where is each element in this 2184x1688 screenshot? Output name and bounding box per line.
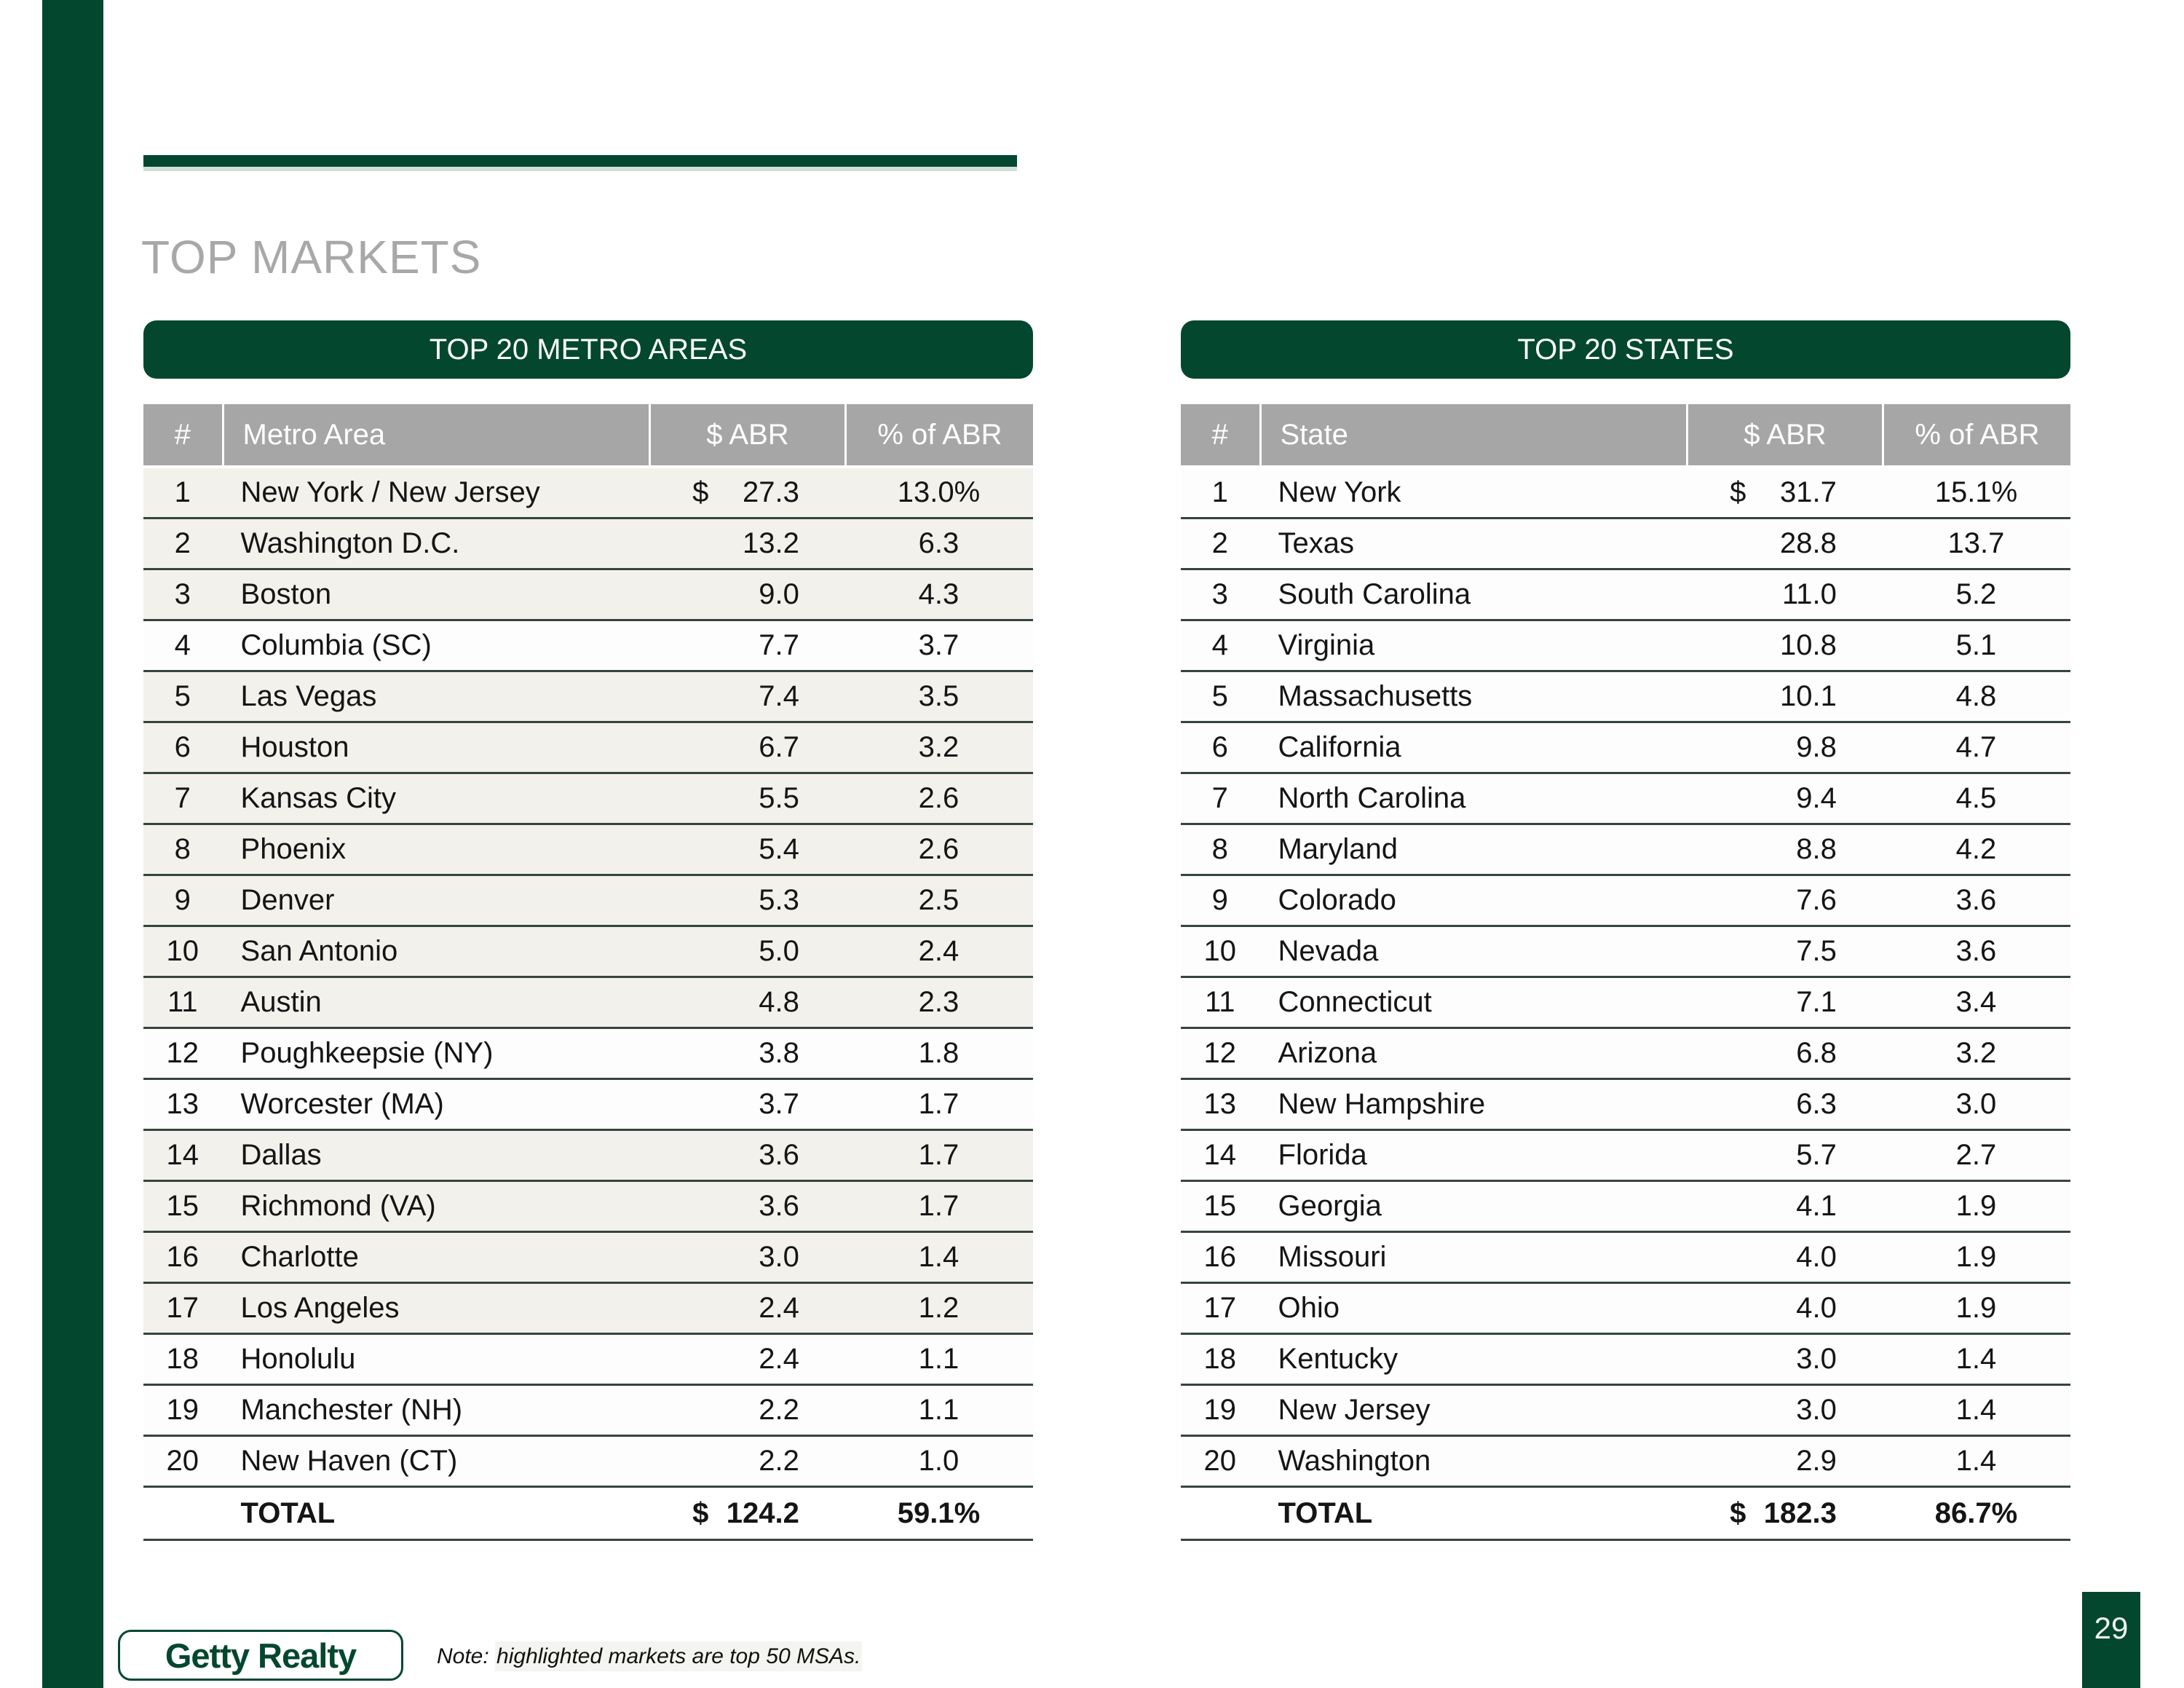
rank-cell: 14: [1203, 1139, 1237, 1171]
table-title: TOP 20 METRO AREAS: [429, 333, 748, 366]
table-row: [1181, 1131, 2070, 1182]
table-row: [1181, 468, 2070, 519]
pct-cell: 1.8: [918, 1037, 960, 1069]
getty-realty-logo: [118, 1630, 403, 1681]
abr-value: 9.4: [1796, 782, 1837, 814]
rank-cell: 7: [1211, 782, 1228, 814]
abr-cell: [1686, 1241, 1882, 1274]
table-row: [1181, 825, 2070, 876]
total-label-cell: TOTAL: [1278, 1496, 1373, 1529]
table-row: [143, 570, 1033, 621]
abr-cell: [649, 986, 844, 1019]
abr-cell: [649, 629, 844, 662]
abr-value: 3.6: [759, 1139, 799, 1171]
market-name-cell: New York: [1278, 476, 1401, 508]
abr-value: 3.7: [759, 1088, 799, 1120]
pct-cell: 2.6: [918, 833, 960, 865]
pct-cell: 4.8: [1955, 680, 1997, 712]
abr-value: 10.8: [1780, 629, 1837, 661]
rank-cell: 7: [174, 782, 191, 814]
market-name-cell: Denver: [240, 884, 335, 916]
abr-cell: [1686, 1139, 1882, 1172]
abr-cell: [649, 476, 844, 509]
abr-cell: [1686, 1445, 1882, 1478]
abr-value: 2.4: [759, 1292, 799, 1324]
market-name-cell: New Hampshire: [1278, 1088, 1486, 1120]
table-row: [143, 876, 1033, 927]
abr-value: 5.0: [759, 935, 799, 967]
table-row: [1181, 1080, 2070, 1131]
abr-value: 9.0: [759, 578, 799, 610]
market-name-cell: North Carolina: [1278, 782, 1466, 814]
rank-cell: 6: [1211, 731, 1228, 763]
rank-cell: 8: [1211, 833, 1228, 865]
market-name-cell: Georgia: [1278, 1190, 1382, 1222]
rank-cell: 12: [1203, 1037, 1237, 1069]
pct-cell: 2.7: [1955, 1139, 1997, 1171]
abr-value: 3.0: [1796, 1343, 1837, 1375]
abr-cell: [649, 1037, 844, 1070]
abr-value: 124.2: [726, 1496, 799, 1529]
abr-value: 4.8: [759, 986, 799, 1018]
rank-cell: 5: [174, 680, 191, 712]
pct-cell: 3.7: [918, 629, 960, 661]
table-header-row: [1181, 404, 2070, 465]
pct-cell: 2.6: [918, 782, 960, 814]
market-name-cell: Arizona: [1278, 1037, 1377, 1069]
abr-value: 5.5: [759, 782, 799, 814]
abr-cell: [649, 527, 844, 560]
abr-value: 7.7: [759, 629, 799, 661]
table-row: [143, 519, 1033, 570]
table-row: [1181, 1233, 2070, 1284]
pct-cell: 13.0%: [897, 476, 981, 508]
market-name-cell: Las Vegas: [240, 680, 377, 712]
column-header: % of ABR: [1882, 404, 2070, 465]
pct-cell: 1.4: [1955, 1394, 1997, 1426]
market-name-cell: Texas: [1278, 527, 1355, 559]
abr-value: 182.3: [1763, 1496, 1837, 1529]
abr-cell: [1686, 935, 1882, 968]
column-header: $ ABR: [1686, 404, 1882, 465]
rank-cell: 20: [166, 1445, 199, 1477]
abr-value: 8.8: [1796, 833, 1837, 865]
rank-cell: 10: [166, 935, 199, 967]
market-name-cell: Kentucky: [1278, 1343, 1398, 1375]
pct-cell: 3.4: [1955, 986, 1997, 1018]
abr-value: 2.9: [1796, 1445, 1837, 1477]
table-row: [1181, 672, 2070, 723]
market-name-cell: Nevada: [1278, 935, 1379, 967]
abr-value: 2.4: [759, 1343, 799, 1375]
rank-cell: 9: [1211, 884, 1228, 916]
table-row: [143, 1080, 1033, 1131]
pct-cell: 4.5: [1955, 782, 1997, 814]
market-name-cell: Phoenix: [240, 833, 347, 865]
market-name-cell: Austin: [240, 986, 322, 1018]
abr-value: 31.7: [1780, 476, 1837, 508]
abr-cell: [649, 1139, 844, 1172]
pct-cell: 3.2: [918, 731, 960, 763]
rank-cell: 8: [174, 833, 191, 865]
abr-cell: [649, 1241, 844, 1274]
table-row: [1181, 570, 2070, 621]
abr-value: 2.2: [759, 1445, 799, 1477]
rank-cell: 1: [174, 476, 191, 508]
abr-value: 7.1: [1796, 986, 1837, 1018]
rank-cell: 11: [167, 986, 198, 1018]
pct-cell: 2.5: [918, 884, 960, 916]
abr-cell: [1686, 782, 1882, 815]
title-rule: [143, 155, 1017, 167]
footnote-prefix: Note:: [437, 1644, 496, 1668]
rank-cell: 11: [1205, 986, 1235, 1018]
rank-cell: 12: [166, 1037, 199, 1069]
pct-cell: 3.2: [1955, 1037, 1997, 1069]
abr-value: 4.1: [1796, 1190, 1837, 1222]
footnote: [437, 1644, 862, 1669]
pct-cell: 1.9: [1955, 1241, 1997, 1273]
table-row: [143, 927, 1033, 978]
table-header-row: [143, 404, 1033, 465]
pct-cell: 1.4: [1955, 1445, 1997, 1477]
rank-cell: 3: [174, 578, 191, 610]
table-row: [1181, 519, 2070, 570]
abr-cell: [1686, 1343, 1882, 1376]
market-name-cell: Richmond (VA): [240, 1190, 436, 1222]
table-row: [1181, 774, 2070, 825]
pct-cell: 1.0: [918, 1445, 960, 1477]
states-table: [1181, 320, 2070, 1541]
abr-cell: [1686, 527, 1882, 560]
abr-cell: [649, 1445, 844, 1478]
pct-cell: 3.6: [1955, 884, 1997, 916]
market-name-cell: Connecticut: [1278, 986, 1432, 1018]
pct-cell: 1.9: [1955, 1190, 1997, 1222]
abr-cell: [1686, 833, 1882, 866]
abr-value: 6.8: [1796, 1037, 1837, 1069]
rank-cell: 13: [166, 1088, 199, 1120]
logo-text: Getty Realty: [165, 1636, 357, 1675]
pct-cell: 4.7: [1955, 731, 1997, 763]
rank-cell: 15: [1203, 1190, 1237, 1222]
column-header: State: [1259, 404, 1687, 465]
table-row: [143, 468, 1033, 519]
rank-cell: 19: [1203, 1394, 1237, 1426]
column-header: $ ABR: [649, 404, 844, 465]
table-row: [1181, 1284, 2070, 1335]
rank-cell: 17: [166, 1292, 199, 1324]
table-row: [143, 774, 1033, 825]
table-row: [1181, 621, 2070, 672]
abr-value: 4.0: [1796, 1241, 1837, 1273]
rank-cell: 14: [166, 1139, 199, 1171]
market-name-cell: Maryland: [1278, 833, 1398, 865]
total-row: [143, 1488, 1033, 1541]
rank-cell: 4: [1211, 629, 1228, 661]
market-name-cell: Washington D.C.: [240, 527, 460, 559]
abr-value: 11.0: [1782, 578, 1837, 610]
abr-value: 7.5: [1796, 935, 1837, 967]
rank-cell: 13: [1203, 1088, 1237, 1120]
pct-cell: 3.0: [1955, 1088, 1997, 1120]
abr-value: 3.0: [1796, 1394, 1837, 1426]
abr-cell: [1686, 1497, 1882, 1530]
rank-cell: 1: [1211, 476, 1228, 508]
abr-value: 5.4: [759, 833, 799, 865]
rank-cell: 5: [1211, 680, 1228, 712]
table-title-band: [143, 320, 1033, 379]
rank-cell: 16: [1203, 1241, 1237, 1273]
market-name-cell: Los Angeles: [240, 1292, 400, 1324]
table-row: [1181, 1029, 2070, 1080]
pct-cell: 1.1: [918, 1394, 960, 1426]
market-name-cell: San Antonio: [240, 935, 398, 967]
market-name-cell: Virginia: [1278, 629, 1375, 661]
pct-cell: 3.5: [918, 680, 960, 712]
column-header: #: [174, 418, 191, 451]
abr-cell: [649, 731, 844, 764]
dollar-sign: $: [1730, 1496, 1746, 1529]
market-name-cell: Massachusetts: [1278, 680, 1473, 712]
dollar-sign: $: [692, 1496, 709, 1529]
abr-value: 6.3: [1796, 1088, 1837, 1120]
abr-cell: [649, 680, 844, 713]
market-name-cell: Colorado: [1278, 884, 1396, 916]
pct-cell: 2.4: [918, 935, 960, 967]
abr-cell: [649, 1190, 844, 1223]
rank-cell: 3: [1211, 578, 1228, 610]
column-header: % of ABR: [844, 404, 1033, 465]
market-name-cell: New Haven (CT): [240, 1445, 458, 1477]
table-row: [143, 825, 1033, 876]
rank-cell: 20: [1203, 1445, 1237, 1477]
pct-cell: 1.9: [1955, 1292, 1997, 1324]
abr-cell: [1686, 1088, 1882, 1121]
abr-value: 9.8: [1796, 731, 1837, 763]
table-row: [143, 621, 1033, 672]
pct-cell: 1.2: [918, 1292, 960, 1324]
market-name-cell: Missouri: [1278, 1241, 1387, 1273]
table-row: [1181, 978, 2070, 1029]
abr-value: 3.8: [759, 1037, 799, 1069]
table-row: [143, 1386, 1033, 1437]
abr-value: 7.4: [759, 680, 799, 712]
market-name-cell: South Carolina: [1278, 578, 1471, 610]
table-row: [1181, 1182, 2070, 1233]
abr-value: 3.6: [759, 1190, 799, 1222]
abr-cell: [649, 935, 844, 968]
market-name-cell: Boston: [240, 578, 332, 610]
abr-cell: [1686, 578, 1882, 611]
rank-cell: 17: [1203, 1292, 1237, 1324]
pct-cell: 5.1: [1955, 629, 1997, 661]
total-row: [1181, 1488, 2070, 1541]
abr-value: 2.2: [759, 1394, 799, 1426]
abr-cell: [1686, 680, 1882, 713]
dollar-sign: $: [1730, 476, 1746, 508]
table-row: [143, 1233, 1033, 1284]
pct-cell: 1.7: [918, 1139, 960, 1171]
abr-cell: [649, 578, 844, 611]
abr-value: 5.7: [1796, 1139, 1837, 1171]
abr-cell: [1686, 1292, 1882, 1325]
pct-cell: 1.4: [918, 1241, 960, 1273]
pct-cell: 6.3: [918, 527, 960, 559]
abr-cell: [649, 884, 844, 917]
abr-value: 4.0: [1796, 1292, 1837, 1324]
table-row: [1181, 1386, 2070, 1437]
total-label-cell: TOTAL: [240, 1496, 336, 1529]
abr-cell: [649, 1343, 844, 1376]
pct-cell: 59.1%: [897, 1496, 981, 1529]
table-row: [1181, 1437, 2070, 1488]
table-row: [143, 978, 1033, 1029]
market-name-cell: Washington: [1278, 1445, 1431, 1477]
column-header: Metro Area: [222, 404, 649, 465]
table-body: [143, 468, 1033, 1541]
column-header: #: [1211, 418, 1228, 451]
table-row: [143, 672, 1033, 723]
pct-cell: 1.4: [1955, 1343, 1997, 1375]
abr-value: 3.0: [759, 1241, 799, 1273]
abr-cell: [649, 782, 844, 815]
rank-cell: 18: [166, 1343, 199, 1375]
pct-cell: 4.2: [1955, 833, 1997, 865]
left-accent-bar: [42, 0, 103, 1688]
rank-cell: 6: [174, 731, 191, 763]
abr-value: 27.3: [743, 476, 799, 508]
market-name-cell: Kansas City: [240, 782, 396, 814]
rank-cell: 16: [166, 1241, 199, 1273]
abr-cell: [649, 1292, 844, 1325]
footnote-highlight: highlighted markets are top 50 MSAs.: [495, 1641, 862, 1671]
abr-cell: [649, 833, 844, 866]
rank-cell: 15: [166, 1190, 199, 1222]
market-name-cell: Charlotte: [240, 1241, 359, 1273]
abr-cell: [1686, 476, 1882, 509]
table-row: [1181, 876, 2070, 927]
abr-cell: [1686, 1190, 1882, 1223]
abr-value: 7.6: [1796, 884, 1837, 916]
rank-cell: 19: [166, 1394, 199, 1426]
table-row: [143, 1284, 1033, 1335]
pct-cell: 3.6: [1955, 935, 1997, 967]
table-row: [1181, 723, 2070, 774]
pct-cell: 4.3: [918, 578, 960, 610]
rank-cell: 2: [174, 527, 191, 559]
table-title-band: [1181, 320, 2070, 379]
pct-cell: 1.1: [918, 1343, 960, 1375]
pct-cell: 2.3: [918, 986, 960, 1018]
pct-cell: 1.7: [918, 1088, 960, 1120]
table-row: [143, 1182, 1033, 1233]
market-name-cell: Worcester (MA): [240, 1088, 444, 1120]
market-name-cell: Florida: [1278, 1139, 1367, 1171]
page-number: 29: [2094, 1611, 2129, 1645]
table-row: [1181, 1335, 2070, 1386]
market-name-cell: Manchester (NH): [240, 1394, 463, 1426]
abr-cell: [1686, 629, 1882, 662]
table-row: [143, 1131, 1033, 1182]
pct-cell: 5.2: [1955, 578, 1997, 610]
page-number-badge: [2082, 1592, 2140, 1688]
table-row: [143, 1437, 1033, 1488]
market-name-cell: California: [1278, 731, 1401, 763]
abr-value: 6.7: [759, 731, 799, 763]
abr-value: 13.2: [743, 527, 799, 559]
table-row: [143, 1335, 1033, 1386]
metro-areas-table: [143, 320, 1033, 1541]
abr-value: 5.3: [759, 884, 799, 916]
market-name-cell: Poughkeepsie (NY): [240, 1037, 494, 1069]
abr-value: 10.1: [1780, 680, 1837, 712]
rank-cell: 2: [1211, 527, 1228, 559]
abr-cell: [1686, 731, 1882, 764]
market-name-cell: Honolulu: [240, 1343, 356, 1375]
abr-cell: [649, 1088, 844, 1121]
market-name-cell: Columbia (SC): [240, 629, 432, 661]
pct-cell: 13.7: [1947, 527, 2005, 559]
market-name-cell: Ohio: [1278, 1292, 1340, 1324]
table-row: [1181, 927, 2070, 978]
table-title: TOP 20 STATES: [1517, 333, 1734, 366]
market-name-cell: Dallas: [240, 1139, 322, 1171]
abr-cell: [1686, 1037, 1882, 1070]
rank-cell: 10: [1203, 935, 1237, 967]
abr-cell: [649, 1394, 844, 1427]
market-name-cell: New York / New Jersey: [240, 476, 540, 508]
table-row: [143, 723, 1033, 774]
abr-cell: [1686, 1394, 1882, 1427]
abr-cell: [1686, 986, 1882, 1019]
pct-cell: 86.7%: [1934, 1496, 2018, 1529]
pct-cell: 1.7: [918, 1190, 960, 1222]
abr-cell: [649, 1497, 844, 1530]
pct-cell: 15.1%: [1934, 476, 2018, 508]
rank-cell: 4: [174, 629, 191, 661]
market-name-cell: New Jersey: [1278, 1394, 1431, 1426]
rank-cell: 9: [174, 884, 191, 916]
abr-value: 28.8: [1780, 527, 1837, 559]
page-title: TOP MARKETS: [141, 231, 482, 283]
table-row: [143, 1029, 1033, 1080]
dollar-sign: $: [692, 476, 709, 508]
abr-cell: [1686, 884, 1882, 917]
rank-cell: 18: [1203, 1343, 1237, 1375]
market-name-cell: Houston: [240, 731, 349, 763]
table-body: [1181, 468, 2070, 1541]
